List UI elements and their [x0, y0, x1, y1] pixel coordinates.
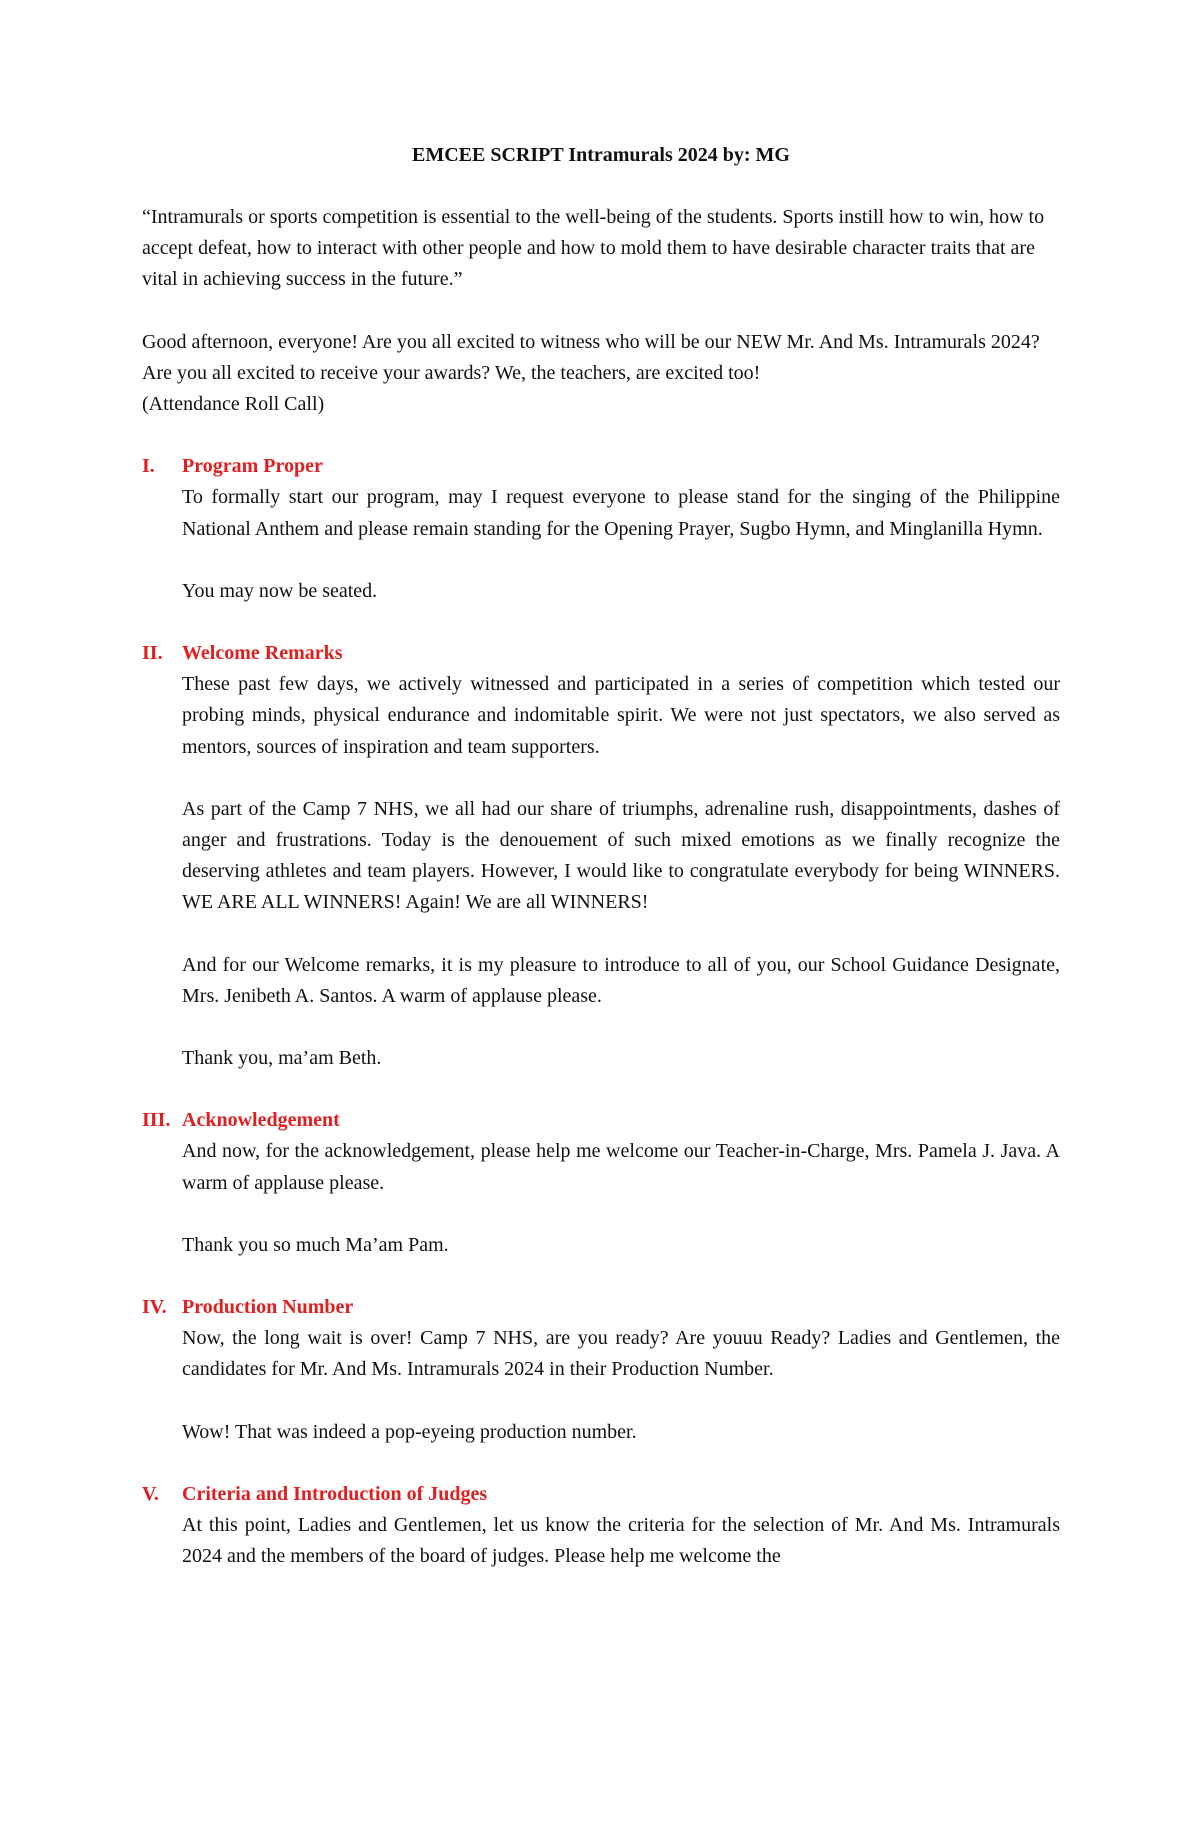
section-welcome-remarks	[142, 638, 1060, 1074]
section-title: Welcome Remarks	[182, 642, 343, 665]
section-heading	[142, 451, 1060, 482]
section-title: Acknowledgement	[182, 1109, 340, 1132]
section-paragraph: Thank you so much Ma’am Pam.	[182, 1233, 449, 1256]
section-paragraph: And for our Welcome remarks, it is my pleasure to introduce to all of you, our School Guidance Designate, Mrs. Jenibeth A. Santos. A warm of applause please.	[182, 953, 1060, 1007]
greeting-text: Good afternoon, everyone! Are you all excited to witness who will be our NEW Mr. And Ms. Intramurals 2024? Are you all excited to receive your awards? We, the teachers, are excited too!	[142, 330, 1040, 384]
section-body	[182, 1510, 1060, 1572]
section-paragraph: Thank you, ma’am Beth.	[182, 1047, 382, 1070]
section-body	[182, 1323, 1060, 1448]
section-paragraph: And now, for the acknowledgement, please help me welcome our Teacher-in-Charge, Mrs. Pamela J. Java. A warm of applause please.	[182, 1140, 1060, 1194]
section-paragraph: Wow! That was indeed a pop-eyeing production number.	[182, 1420, 637, 1443]
section-paragraph: You may now be seated.	[182, 579, 378, 602]
section-number: I.	[142, 455, 155, 478]
section-heading	[142, 638, 1060, 669]
section-production-number	[142, 1292, 1060, 1448]
section-body	[182, 482, 1060, 607]
section-criteria-judges	[142, 1479, 1060, 1573]
section-number: V.	[142, 1482, 159, 1505]
section-number: IV.	[142, 1296, 167, 1319]
opening-quote: “Intramurals or sports competition is essential to the well-being of the students. Sports instill how to win, how to accept defeat, how to interact with other people and how to mold them to have desirable character traits that are vital in achieving success in the future.”	[142, 206, 1045, 291]
section-heading	[142, 1479, 1060, 1510]
section-paragraph: As part of the Camp 7 NHS, we all had our share of triumphs, adrenaline rush, disappointments, dashes of anger and frustrations. Today is the denouement of such mixed emotions as we finally recognize the deserving athletes and team players. However, I would like to congratulate everybody for being WINNERS. WE ARE ALL WINNERS! Again! We are all WINNERS!	[182, 797, 1060, 914]
section-number: III.	[142, 1109, 171, 1132]
section-title: Production Number	[182, 1296, 354, 1319]
section-paragraph: To formally start our program, may I request everyone to please stand for the singing of the Philippine National Anthem and please remain standing for the Opening Prayer, Sugbo Hymn, and Minglanilla Hymn.	[182, 486, 1060, 540]
section-program-proper	[142, 451, 1060, 607]
greeting-block	[142, 327, 1060, 421]
section-paragraph: Now, the long wait is over! Camp 7 NHS, are you ready? Are youuu Ready? Ladies and Gentlemen, the candidates for Mr. And Ms. Intramurals 2024 in their Production Number.	[182, 1327, 1060, 1381]
document-content	[142, 140, 1060, 1604]
section-body	[182, 669, 1060, 1074]
section-heading	[142, 1105, 1060, 1136]
section-acknowledgement	[142, 1105, 1060, 1261]
section-number: II.	[142, 642, 163, 665]
section-title: Program Proper	[182, 455, 323, 478]
page-title: EMCEE SCRIPT Intramurals 2024 by: MG	[412, 144, 790, 166]
section-heading	[142, 1292, 1060, 1323]
section-paragraph: At this point, Ladies and Gentlemen, let us know the criteria for the selection of Mr. And Ms. Intramurals 2024 and the members of the board of judges. Please help me welcome the	[182, 1514, 1060, 1568]
section-title: Criteria and Introduction of Judges	[182, 1482, 488, 1505]
section-body	[182, 1136, 1060, 1261]
section-paragraph: These past few days, we actively witnessed and participated in a series of competition which tested our probing minds, physical endurance and indomitable spirit. We were not just spectators, we also served as mentors, sources of inspiration and team supporters.	[182, 673, 1060, 758]
roll-call-note: (Attendance Roll Call)	[142, 393, 325, 416]
